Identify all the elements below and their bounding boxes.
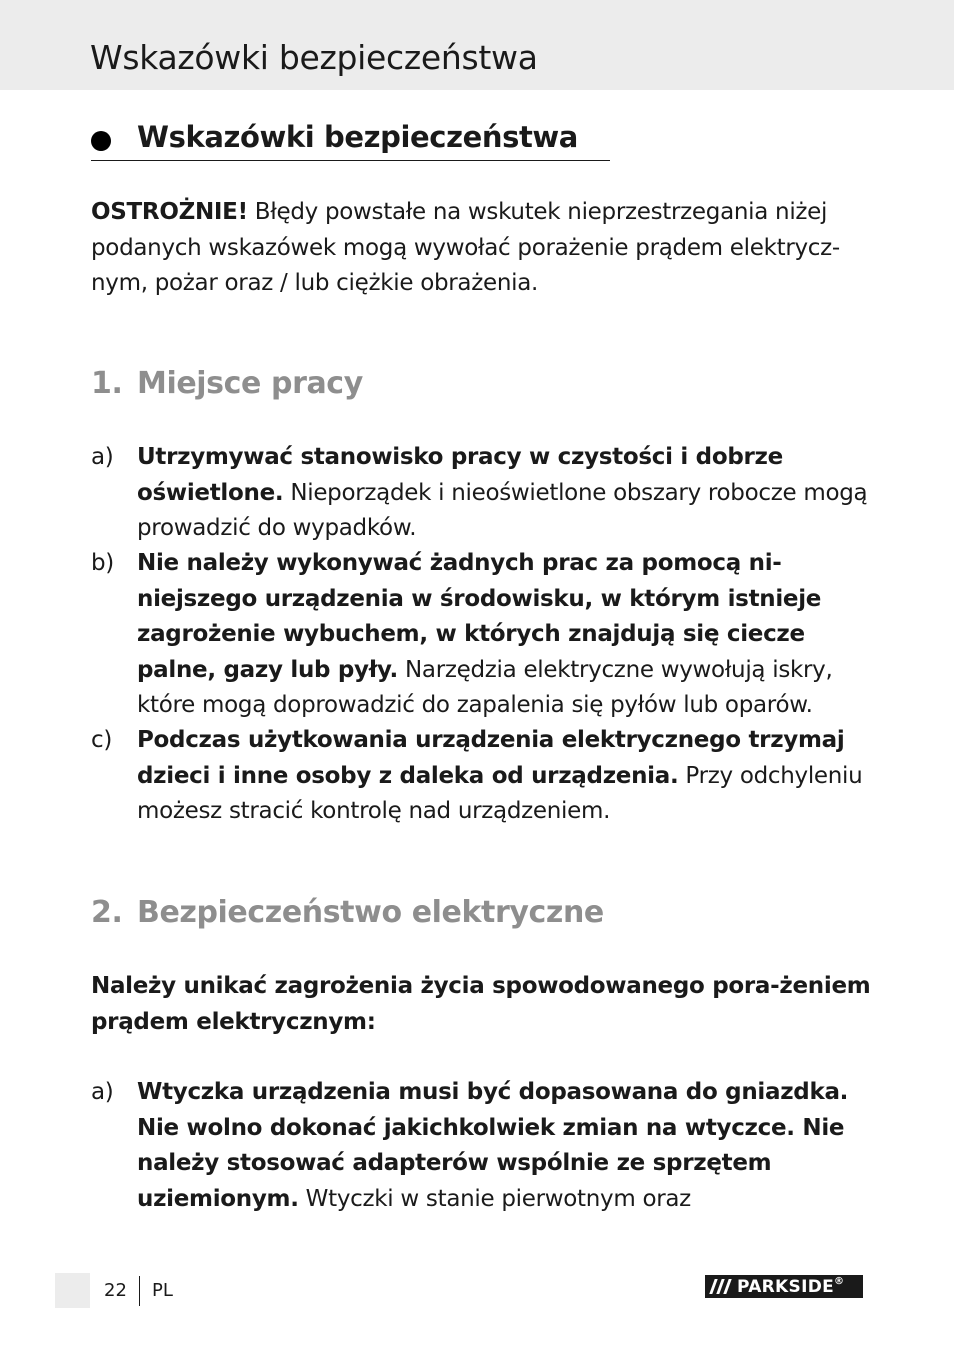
parkside-logo (705, 1275, 863, 1298)
list-item-body (137, 1075, 871, 1217)
warning-text: Błędy powstałe na wskutek nieprzestrzegania niżej podanych wskazówek mogą wywołać porażenie prądem elektrycz-nym, pożar oraz / lub ciężkie obrażenia. (91, 199, 840, 296)
list-item-bold: Wtyczka urządzenia musi być dopasowana do gniazdka. Nie wolno dokonać jakichkolwiek zmian na wtyczce. Nie należy stosować adapterów wspólnie ze sprzętem uziemionym. (137, 1079, 849, 1212)
footer-divider (139, 1276, 140, 1306)
electrical-intro: Należy unikać zagrożenia życia spowodowanego pora-żeniem prądem elektrycznym: (91, 973, 871, 1035)
list-item-text: Nieporządek i nieoświetlone obszary robocze mogą prowadzić do wypadków. (137, 479, 868, 541)
brand-name: PARKSIDE (737, 1276, 835, 1297)
language-code: PL (152, 1280, 173, 1301)
page-header-title: Wskazówki bezpieczeństwa (90, 38, 538, 77)
footer-box (55, 1273, 90, 1308)
heading-title: Miejsce pracy (137, 366, 363, 401)
list-item-bold: Podczas użytkowania urządzenia elektrycznego trzymaj dzieci i inne osoby z daleka od urządzenia. (137, 727, 845, 789)
heading-electrical (91, 895, 604, 930)
list-item-bold: Nie należy wykonywać żadnych prac za pomocą ni-niejszego urządzenia w środowisku, w którym istnieje zagrożenie wybuchem, w których znajdują się ciecze palne, gazy lub pyły. (137, 550, 822, 683)
list-item-body (137, 440, 871, 547)
list-item-text: Wtyczki w stanie pierwotnym oraz (298, 1185, 691, 1212)
heading-number: 1. (91, 366, 123, 401)
list-marker: c) (91, 727, 113, 753)
registered-mark: ® (834, 1276, 845, 1287)
section-heading (91, 118, 610, 161)
page-number: 22 (104, 1280, 127, 1301)
list-item-body (137, 723, 871, 830)
list-marker: b) (91, 550, 114, 576)
list-item-text: Przy odchyleniu możesz stracić kontrolę nad urządzeniem. (137, 762, 863, 824)
heading-number: 2. (91, 895, 123, 930)
logo-stripes-icon (705, 1275, 737, 1298)
list-item-body (137, 546, 871, 724)
list-item-bold: Utrzymywać stanowisko pracy w czystości i dobrze oświetlone. (137, 444, 783, 506)
bullet-icon (91, 131, 111, 151)
list-marker: a) (91, 1079, 114, 1105)
heading-workplace (91, 366, 363, 401)
warning-lead: OSTROŻNIE! (91, 199, 248, 225)
section-title: Wskazówki bezpieczeństwa (137, 120, 578, 154)
warning-paragraph (91, 195, 871, 302)
list-marker: a) (91, 444, 114, 470)
list-item-text: Narzędzia elektryczne wywołują iskry, które mogą doprowadzić do zapalenia się pyłów lub oparów. (137, 656, 833, 718)
heading-title: Bezpieczeństwo elektryczne (137, 895, 604, 930)
